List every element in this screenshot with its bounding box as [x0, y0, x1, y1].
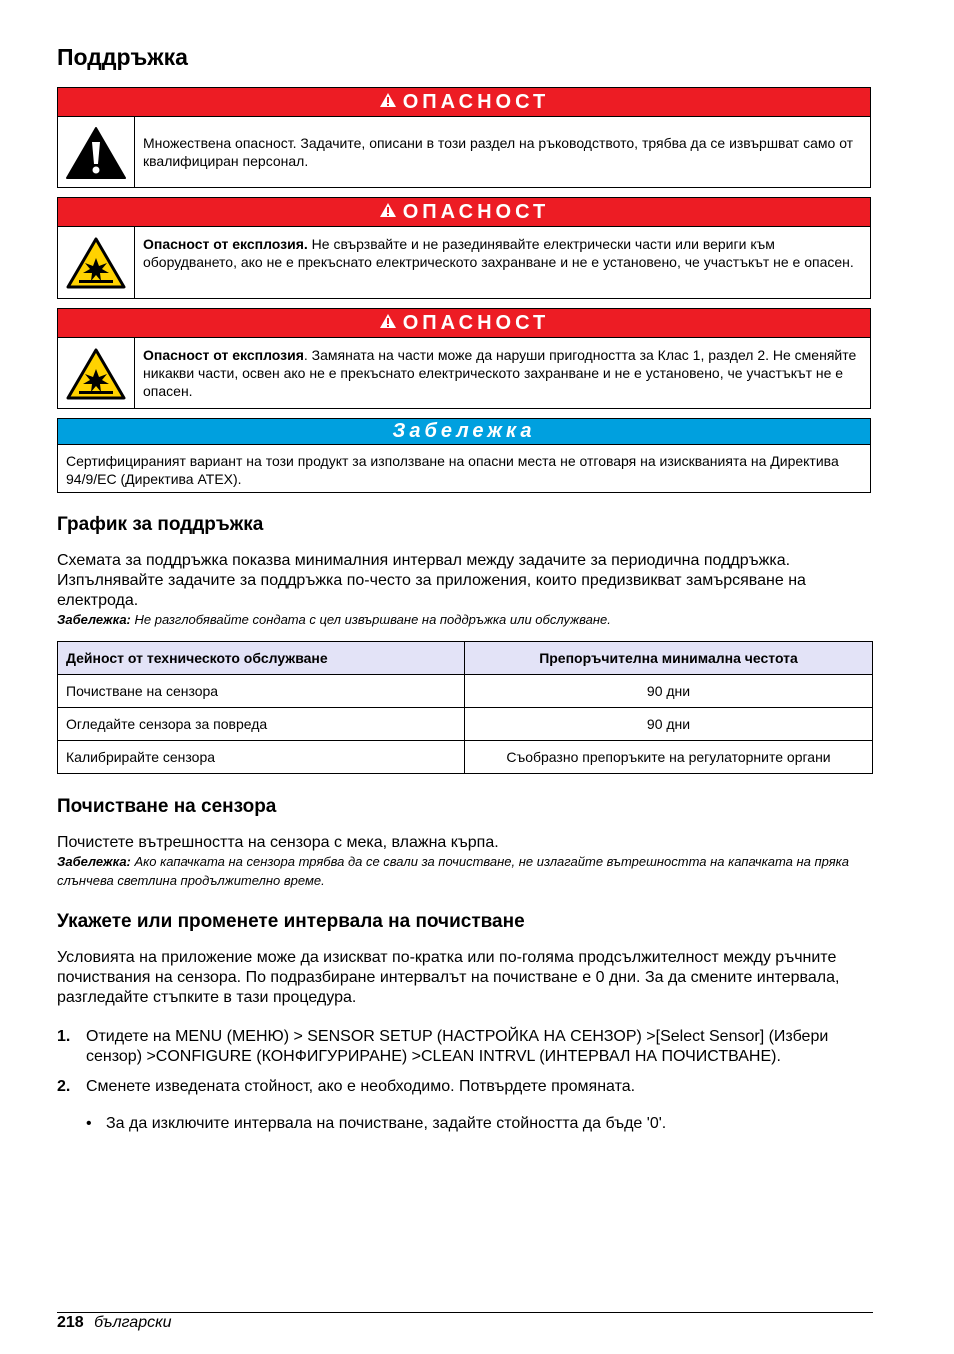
warning-triangle-icon: [379, 91, 397, 114]
exclamation-triangle-icon: [58, 117, 135, 188]
schedule-note: Забележка: Не разглобявайте сондата с цел извършване на поддръжка или обслужване.: [57, 612, 611, 627]
procedure-steps: [57, 1027, 873, 1134]
maintenance-table: [57, 641, 873, 774]
table-cell: Калибрирайте сензора: [58, 741, 465, 774]
danger-box-1: [57, 87, 871, 188]
danger-text-1: Множествена опасност. Задачите, описани в този раздел на ръководството, трябва да се извършват само от квалифициран персонал.: [143, 135, 854, 169]
danger-box-2: [57, 197, 871, 299]
table-header-row: [58, 642, 873, 675]
danger-text-2: Опасност от експлозия. Не свързвайте и не разединявайте електрически части или вериги към оборудването, ако не е прекъснато електрическото захранване и не е установено, че участъкът не е опасен.: [143, 236, 854, 270]
table-row: [58, 708, 873, 741]
danger-header: ОПАСНОСТ: [58, 198, 870, 227]
warning-triangle-icon: [379, 312, 397, 335]
footer: [57, 1313, 172, 1333]
table-header-cell: Препоръчителна минимална честота: [465, 642, 873, 675]
section-heading-interval: Укажете или променете интервала на почистване: [57, 911, 525, 932]
table-cell: Съобразно препоръките на регулаторните органи: [465, 741, 873, 774]
footer-language: български: [94, 1314, 172, 1331]
page-number: 218: [57, 1314, 84, 1331]
table-cell: 90 дни: [465, 708, 873, 741]
danger-header: ОПАСНОСТ: [58, 309, 870, 338]
list-item: 1. Отидете на MENU (МЕНЮ) > SENSOR SETUP (НАСТРОЙКА НА СЕНЗОР) >[Select Sensor] (Избери сензор) >CONFIGURE (КОНФИГУРИРАНЕ) >CLEAN INTRVL (ИНТЕРВАЛ НА ПОЧИСТВАНЕ).: [57, 1028, 829, 1065]
notice-header: Забележка: [58, 419, 870, 445]
section-heading-cleaning: Почистване на сензора: [57, 796, 277, 817]
explosion-hazard-icon: [58, 338, 135, 409]
warning-triangle-icon: [379, 201, 397, 224]
table-row: [58, 741, 873, 774]
list-item: 2. Сменете изведената стойност, ако е необходимо. Потвърдете промяната.: [57, 1078, 636, 1095]
explosion-hazard-icon: [58, 227, 135, 299]
danger-header: ОПАСНОСТ: [58, 88, 870, 117]
section-heading-schedule: График за поддръжка: [57, 514, 264, 535]
footer-divider: [57, 1312, 873, 1313]
table-cell: Почистване на сензора: [58, 675, 465, 708]
page-title: Поддръжка: [57, 44, 188, 70]
interval-paragraph: Условията на приложение може да изискват по-кратка или по-голяма продсължителност между ръчните почиствания на сензора. По подразбиране интервалът на почистване е 0 дни. За да смените интервала, разгледайте стъпките в тази процедура.: [57, 949, 840, 1006]
danger-text-3: Опасност от експлозия. Замяната на части може да наруши пригодността за Клас 1, раздел 2. Не сменяйте никакви части, освен ако не е прекъснато електрическото захранване и не е установено, че участъкът не е опасен.: [143, 347, 857, 399]
cleaning-note: Забележка: Ако капачката на сензора трябва да се свали за почистване, не излагайте вътрешността на капачката на пряка слънчева светлина продължително време.: [57, 854, 850, 888]
notice-box: [57, 418, 871, 493]
table-header-cell: Дейност от техническото обслужване: [58, 642, 465, 675]
schedule-paragraph: Схемата за поддръжка показва минималния интервал между задачите за периодична поддръжка. Изпълнявайте задачите за поддръжка по-често за приложения, които предизвикват замърсяване на електрода.: [57, 552, 806, 609]
table-row: [58, 675, 873, 708]
table-cell: Огледайте сензора за повреда: [58, 708, 465, 741]
danger-box-3: [57, 308, 871, 409]
cleaning-paragraph: Почистете вътрешността на сензора с мека, влажна кърпа.: [57, 834, 499, 851]
bullet-item: • За да изключите интервала на почистване, задайте стойността да бъде '0'.: [86, 1115, 667, 1132]
notice-text: Сертифицираният вариант на този продукт за използване на опасни места не отговаря на изискванията на Директива 94/9/EC (Директива ATEX).: [66, 453, 839, 487]
table-cell: 90 дни: [465, 675, 873, 708]
